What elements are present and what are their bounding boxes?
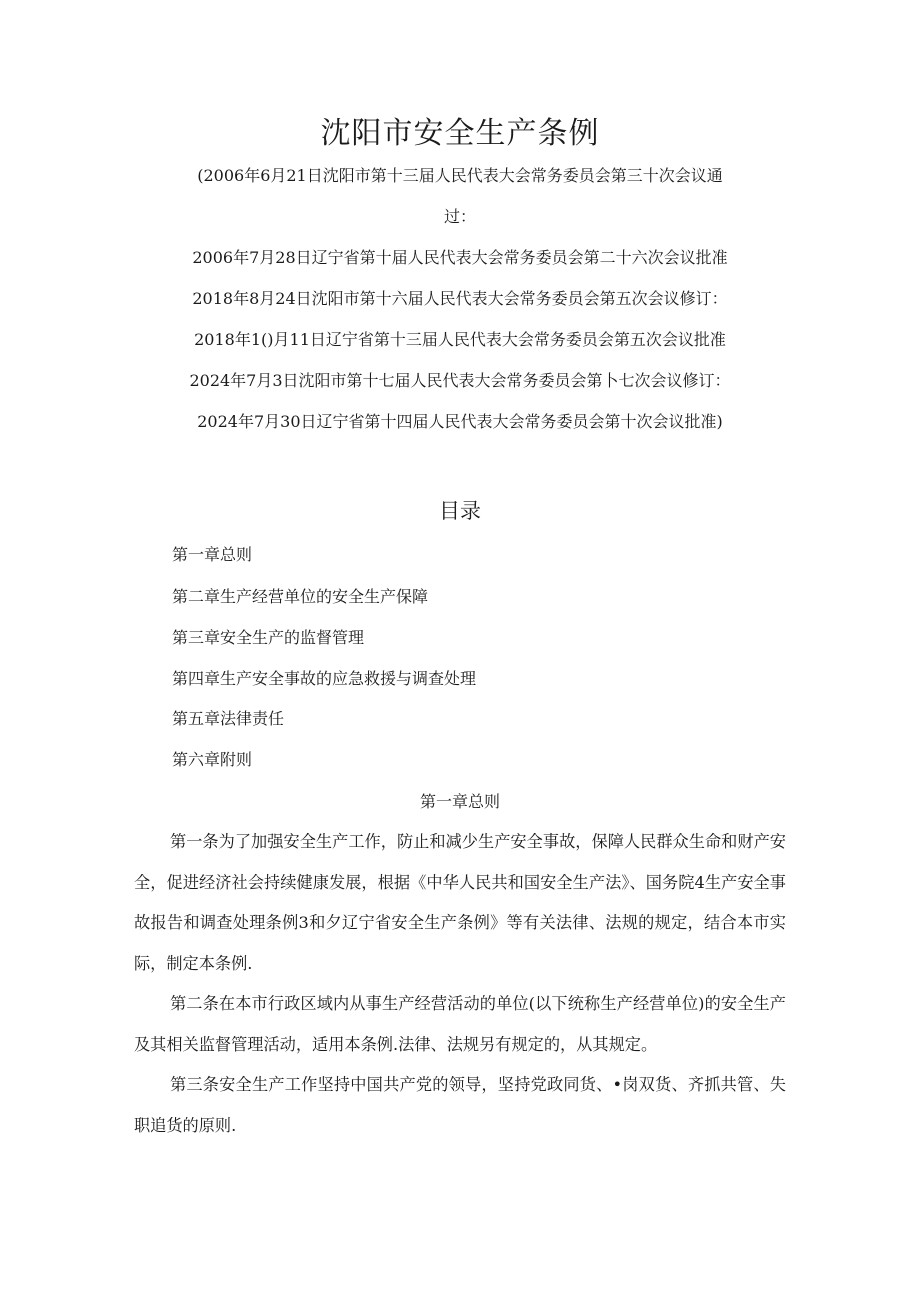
article-paragraph: 第二条在本市行政区域内从事生产经营活动的单位(以下统称生产经营单位)的安全生产及其相关监督管理活动，适用本条例.法律、法规另有规定的，从其规定。 — [134, 994, 786, 1054]
history-line: (2006年6月21日沈阳市第十三届人民代表大会常务委员会第三十次会议通 — [197, 166, 723, 185]
history-line: 2024年7月30日辽宁省第十四届人民代表大会常务委员会第十次会议批准) — [197, 412, 723, 431]
chapter-heading: 第一章总则 — [419, 792, 500, 811]
history-line: 2006年7月28日辽宁省第十届人民代表大会常务委员会第二十六次会议批准 — [192, 248, 728, 267]
history-line: 2018年8月24日沈阳市第十六届人民代表大会常务委员会第五次会议修订： — [192, 289, 728, 308]
history-line: 过： — [443, 207, 476, 226]
toc-heading: 目录 — [439, 499, 481, 523]
history-line: 2024年7月3日沈阳市第十七届人民代表大会常务委员会第卜七次会议修订： — [189, 371, 731, 390]
toc-item: 第五章法律责任 — [172, 709, 285, 728]
article-paragraph: 第三条安全生产工作坚持中国共产党的领导，坚持党政同货、•岗双货、齐抓共管、失职追货的原则. — [134, 1075, 786, 1135]
document-title: 沈阳市安全生产条例 — [320, 116, 600, 151]
toc-item: 第一章总则 — [172, 545, 253, 564]
article-paragraph: 第一条为了加强安全生产工作，防止和减少生产安全事故，保障人民群众生命和财产安全，促进经济社会持续健康发展，根据《中华人民共和国安全生产法》、国务院4生产安全事故报告和调查处理条例3和夕辽宁省安全生产条例》等有关法律、法规的规定，结合本市实际，制定本条例. — [134, 832, 786, 973]
toc-item: 第四章生产安全事故的应急救援与调查处理 — [172, 669, 477, 688]
toc-item: 第三章安全生产的监督管理 — [172, 628, 365, 647]
toc-item: 第二章生产经营单位的安全生产保障 — [172, 587, 429, 606]
history-line: 2018年1()月11日辽宁省第十三届人民代表大会常务委员会第五次会议批准 — [194, 330, 726, 349]
toc-item: 第六章附则 — [172, 750, 253, 769]
